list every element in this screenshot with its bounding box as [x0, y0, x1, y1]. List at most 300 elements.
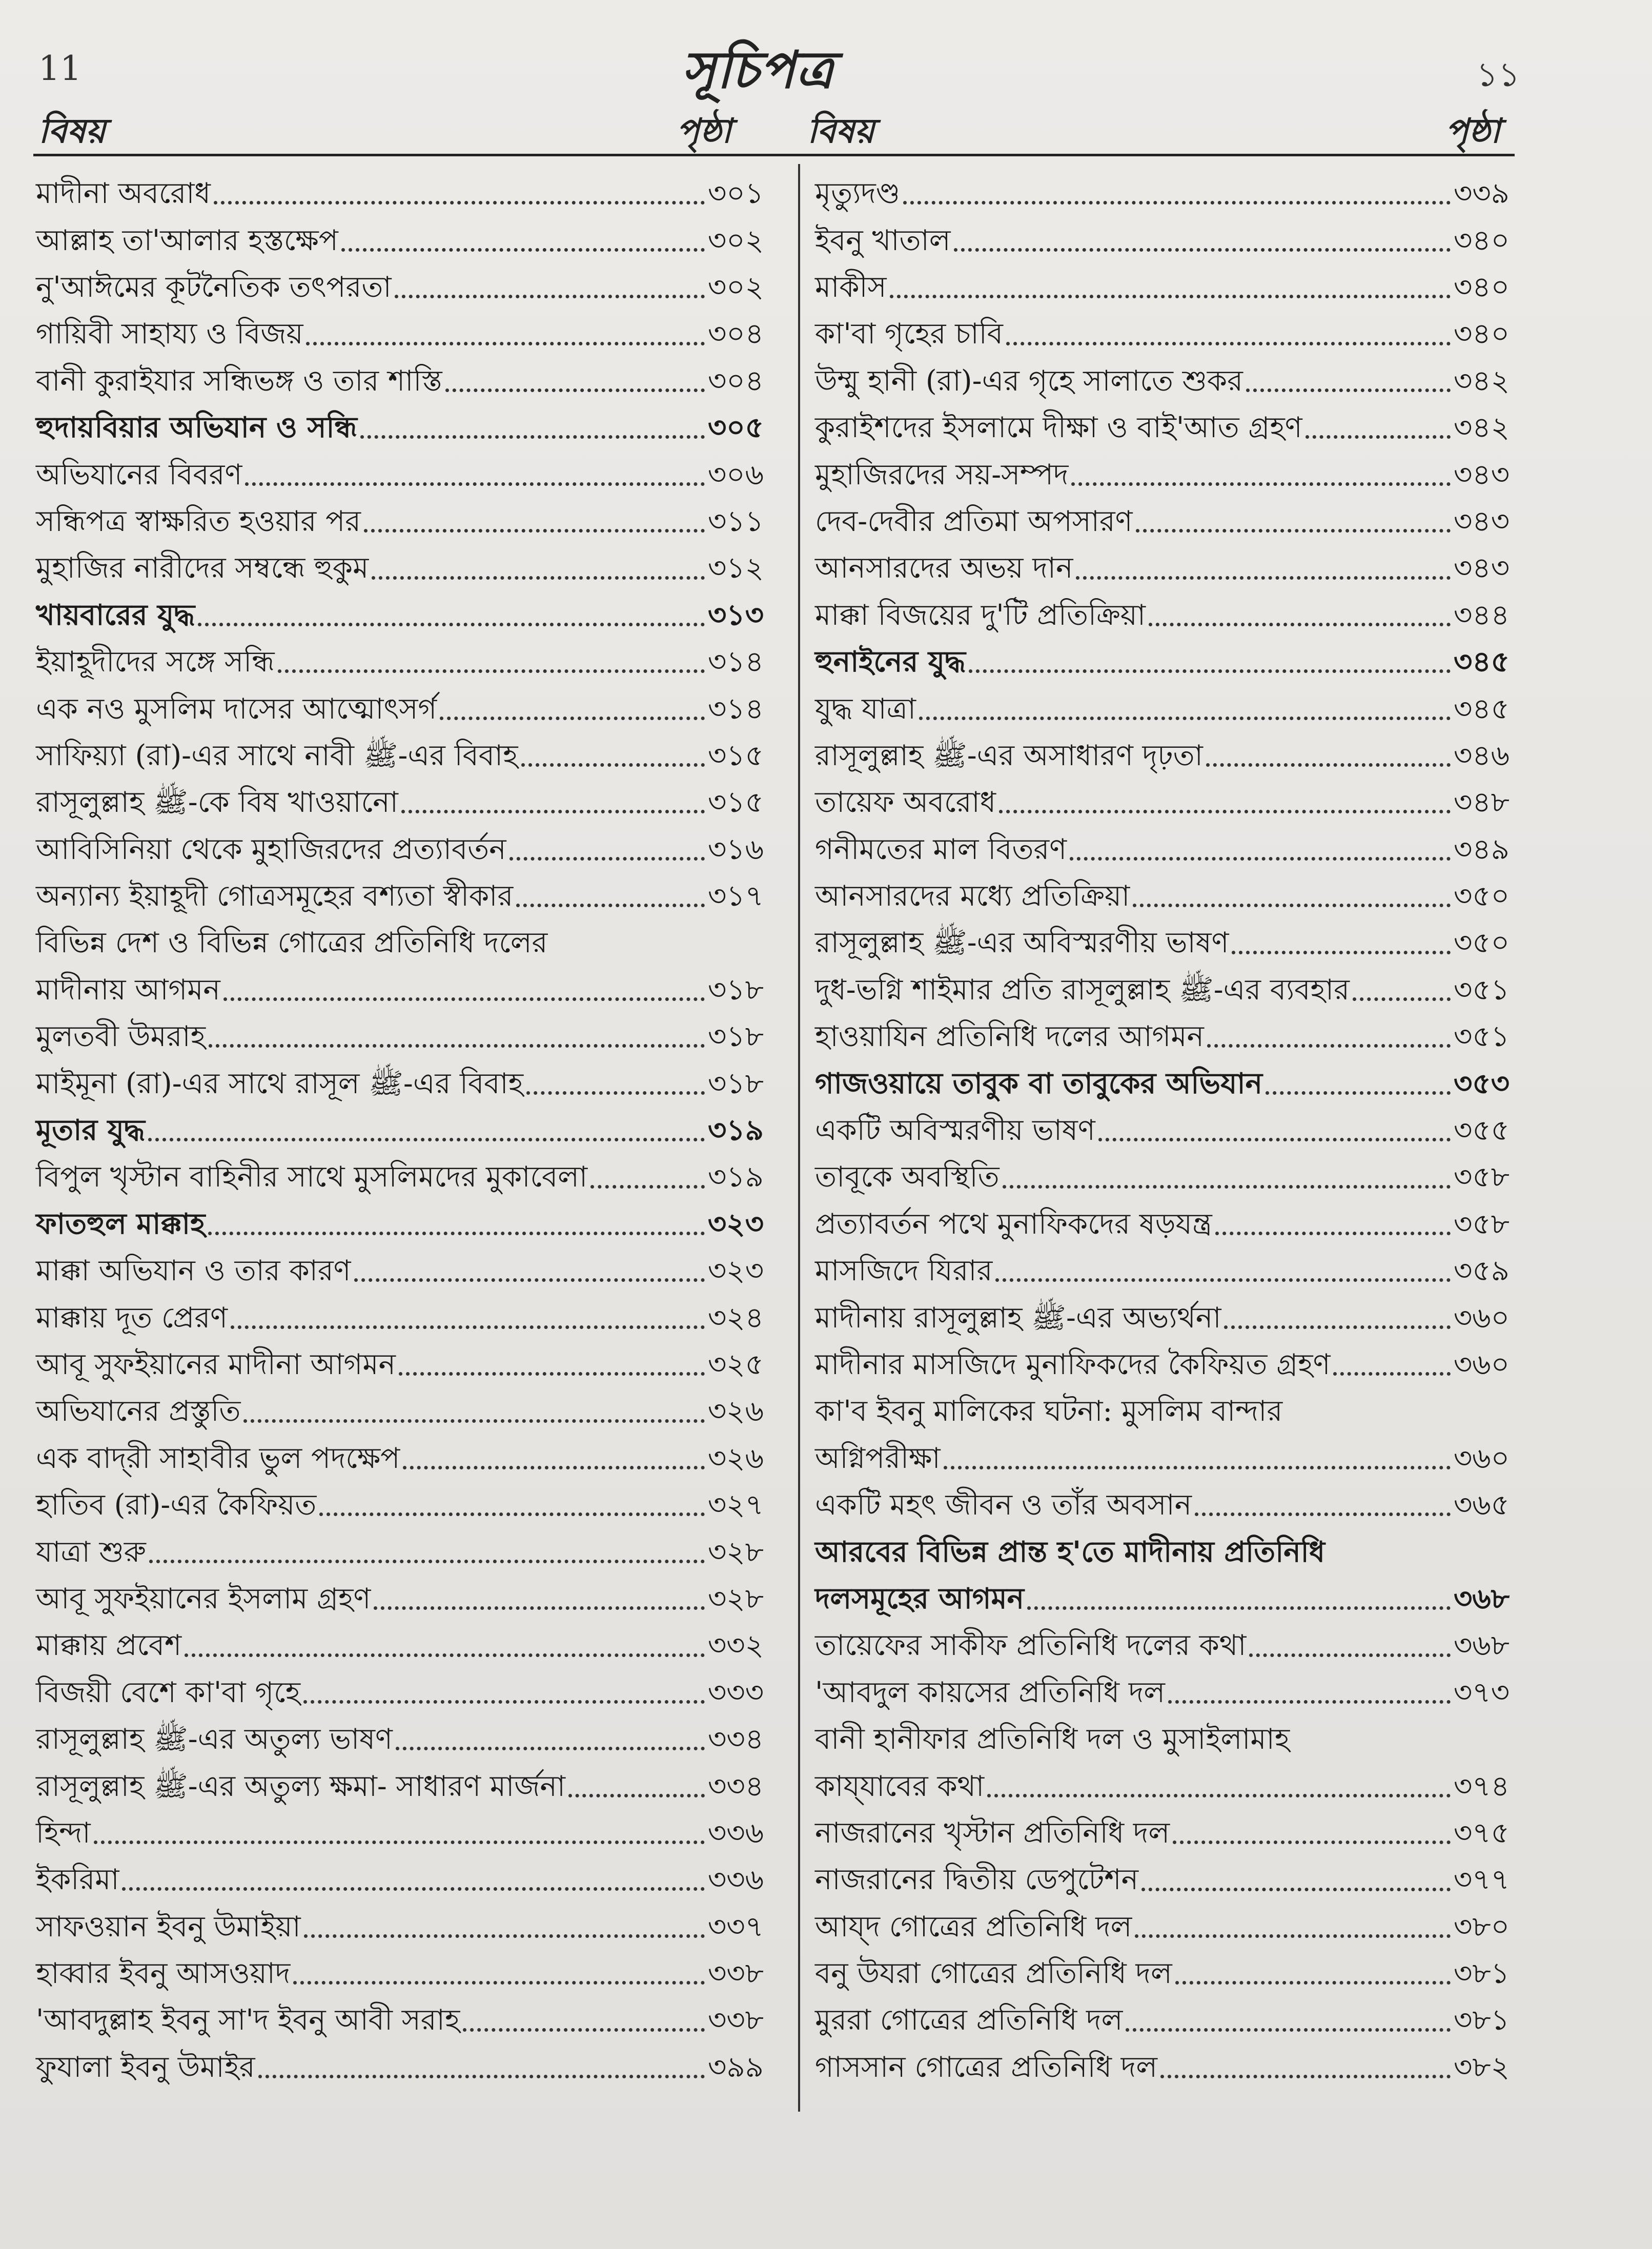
dot-leader	[293, 1981, 704, 1985]
toc-entry-page: ৩০২	[707, 270, 764, 304]
toc-entry	[815, 445, 1510, 492]
toc-entry-title: অন্যান্য ইয়াহূদী গোত্রসমূহের বশ্যতা স্বীকার	[36, 880, 514, 913]
toc-entry	[36, 820, 764, 866]
dot-leader	[445, 389, 705, 392]
toc-entry-page: ৩৭৪	[1453, 1769, 1510, 1803]
toc-entry	[36, 211, 764, 257]
dot-leader	[590, 1185, 705, 1189]
toc-entry-title: 'আবদুল্লাহ ইবনু সা'দ ইবনু আবী সরাহ	[36, 2003, 460, 2037]
dot-leader	[1266, 1091, 1451, 1095]
page-number-left: 11	[38, 49, 81, 88]
toc-entry-title: রাসূলুল্লাহ ﷺ-এর অতুল্য ক্ষমা- সাধারণ মার্জনা	[36, 1769, 565, 1803]
toc-entry	[815, 258, 1510, 304]
toc-entry-title: মাক্কা বিজয়ের দু'টি প্রতিক্রিয়া	[815, 598, 1146, 632]
toc-entry-title: গাজওয়ায়ে তাবুক বা তাবুকের অভিযান	[815, 1066, 1263, 1100]
toc-entry-page: ৩২৪	[707, 1301, 764, 1335]
dot-leader	[1333, 1372, 1450, 1376]
dot-leader	[440, 717, 705, 720]
toc-entry-page: ৩৫১	[1453, 1020, 1510, 1054]
toc-entry-title: অভিযানের বিবরণ	[36, 458, 242, 492]
dot-leader	[401, 810, 705, 813]
toc-entry	[815, 1522, 1510, 1616]
toc-entry-title: আয্‌দ গোত্রের প্রতিনিধি দল	[815, 1910, 1132, 1944]
dot-leader	[1168, 1700, 1451, 1704]
toc-entry-title: কা'বা গৃহের চাবি	[815, 317, 1003, 351]
toc-entry-page: ৩০২	[707, 223, 764, 257]
toc-entry	[815, 1007, 1510, 1054]
toc-entry-title: মাসজিদে যিরার	[815, 1254, 993, 1288]
toc-entry-title: রাসূলুল্লাহ ﷺ-এর অতুল্য ভাষণ	[36, 1723, 393, 1756]
toc-entry-title: একটি মহৎ জীবন ও তাঁর অবসান	[815, 1488, 1192, 1522]
toc-entry	[36, 1850, 764, 1897]
toc-entry-page: ৩৩৪	[707, 1769, 764, 1803]
toc-entry	[815, 1710, 1510, 1804]
toc-entry-title: হাব্বার ইবনু আসওয়াদ	[36, 1957, 291, 1991]
toc-entry-title: ফুযালা ইবনু উমাইর	[36, 2050, 255, 2084]
toc-entry	[36, 1804, 764, 1850]
toc-entry-page: ৩৬৫	[1453, 1488, 1510, 1522]
toc-entry-page: ৩০৪	[707, 317, 764, 351]
toc-entry-page: ৩৪০	[1453, 317, 1510, 351]
toc-entry-page: ৩০৫	[707, 411, 764, 445]
toc-entry-title: রাসূলুল্লাহ ﷺ-এর অবিস্মরণীয় ভাষণ	[815, 926, 1229, 960]
toc-entry	[36, 1288, 764, 1335]
toc-entry-title: ইয়াহূদীদের সঙ্গে সন্ধি	[36, 645, 275, 679]
toc-entry-title: আবূ সুফইয়ানের ইসলাম গ্রহণ	[36, 1582, 371, 1616]
toc-entry-page: ৩১১	[707, 504, 764, 538]
dot-leader	[243, 1419, 704, 1423]
toc-entry-title: হিন্দা	[36, 1816, 91, 1850]
toc-entry-page: ৩৪৫	[1453, 645, 1510, 679]
toc-entry	[36, 1195, 764, 1241]
dot-leader	[509, 857, 705, 861]
toc-entry	[815, 913, 1510, 960]
toc-entry-title: মৃত্যুদণ্ড	[815, 177, 901, 211]
toc-entry	[36, 913, 764, 1007]
toc-entry-page: ৩১৮	[707, 973, 764, 1007]
toc-entry-title: তায়েফের সাকীফ প্রতিনিধি দলের কথা	[815, 1629, 1247, 1663]
dot-leader	[304, 1934, 705, 1938]
toc-entry	[815, 164, 1510, 211]
toc-entry-page: ৩৫৩	[1453, 1066, 1510, 1100]
dot-leader	[1126, 2028, 1451, 2032]
toc-entry-title: আবূ সুফইয়ানের মাদীনা আগমন	[36, 1347, 396, 1381]
toc-entry	[815, 539, 1510, 585]
toc-entry	[815, 2038, 1510, 2084]
toc-entry-page: ৩৮০	[1453, 1910, 1510, 1944]
toc-entry-title-continued: দলসমূহের আগমন	[815, 1581, 1025, 1616]
dot-leader	[1207, 1044, 1451, 1048]
toc-entry-page: ৩৪৫	[1453, 692, 1510, 726]
toc-entry-page: ৩৪৮	[1453, 786, 1510, 820]
dot-leader	[1173, 1841, 1451, 1844]
toc-entry	[36, 352, 764, 398]
toc-entry-title: সন্ধিপত্র স্বাক্ষরিত হওয়ার পর	[36, 504, 361, 538]
dot-leader	[1232, 951, 1450, 954]
toc-entry	[36, 1616, 764, 1663]
dot-leader	[568, 1794, 705, 1797]
toc-entry-page: ৩৩৮	[707, 2003, 764, 2037]
toc-entry	[815, 1850, 1510, 1897]
dot-leader	[148, 1138, 705, 1141]
toc-entry-title: সাফওয়ান ইবনু উমাইয়া	[36, 1910, 301, 1944]
toc-entry-page: ৩২৮	[707, 1582, 764, 1616]
dot-leader	[185, 1653, 705, 1657]
toc-entry	[815, 726, 1510, 773]
toc-entry-page: ৩৩২	[707, 1629, 764, 1663]
toc-entry	[815, 1101, 1510, 1148]
toc-entry	[815, 586, 1510, 632]
toc-entry-page: ৩৬০	[1453, 1301, 1510, 1335]
toc-entry-page: ৩৪০	[1453, 223, 1510, 257]
dot-leader	[1175, 1981, 1451, 1985]
toc-entry-page: ৩৪৯	[1453, 832, 1510, 866]
toc-entry	[815, 492, 1510, 539]
toc-entry	[815, 1195, 1510, 1241]
toc-entry-page: ৩৪২	[1453, 411, 1510, 445]
toc-entry-page: ৩৭৫	[1453, 1816, 1510, 1850]
toc-entry-page: ৩১৭	[707, 880, 764, 913]
toc-entry-page: ৩১৮	[707, 1067, 764, 1100]
dot-leader	[303, 1700, 705, 1704]
toc-entry-page: ৩৩৩	[707, 1675, 764, 1709]
toc-entry-page: ৩১৪	[707, 645, 764, 679]
dot-leader	[399, 1372, 705, 1376]
toc-entry-title: মাদীনার মাসজিদে মুনাফিকদের কৈফিয়ত গ্রহণ	[815, 1347, 1331, 1381]
toc-entry-title: মুররা গোত্রের প্রতিনিধি দল	[815, 2003, 1123, 2037]
dot-leader	[208, 1232, 704, 1235]
toc-entry-title: মাকীস	[815, 270, 887, 304]
toc-entry	[815, 773, 1510, 820]
toc-entry-title: বিপুল খৃস্টান বাহিনীর সাথে মুসলিমদের মুকাবেলা	[36, 1160, 588, 1194]
toc-entry-page: ৩২৭	[707, 1488, 764, 1522]
toc-entry	[36, 1382, 764, 1428]
dot-leader	[94, 1841, 705, 1844]
toc-entry-page: ৩৪৩	[1453, 504, 1510, 538]
toc-entry	[36, 492, 764, 539]
toc-entry-title: মাইমূনা (রা)-এর সাথে রাসূল ﷺ-এর বিবাহ	[36, 1067, 524, 1100]
toc-entry-title: আল্লাহ তা'আলার হস্তক্ষেপ	[36, 223, 338, 257]
toc-entry	[815, 820, 1510, 866]
toc-entry-page: ৩৪৩	[1453, 551, 1510, 585]
toc-entry	[36, 539, 764, 585]
toc-entry	[815, 211, 1510, 257]
toc-entry-title: আনসারদের অভয় দান	[815, 551, 1073, 585]
toc-entry-page: ৩৮১	[1453, 2003, 1510, 2037]
toc-entry	[36, 258, 764, 304]
toc-entry-page: ৩৫০	[1453, 926, 1510, 960]
toc-entry-page: ৩৪০	[1453, 270, 1510, 304]
toc-entry-page: ৩৩৬	[707, 1816, 764, 1850]
toc-entry-title-continued: কায্‌যাবের কথা	[815, 1769, 985, 1803]
toc-entry-title: তায়েফ অবরোধ	[815, 786, 996, 820]
toc-entry-page: ৩১৫	[707, 739, 764, 772]
toc-entry-title: ইকরিমা	[36, 1863, 119, 1897]
dot-leader	[1070, 857, 1451, 861]
dot-leader	[890, 295, 1451, 298]
toc-entry-title: দুধ-ভগ্নি শাইমার প্রতি রাসূলুল্লাহ ﷺ-এর ব্যবহার	[815, 973, 1350, 1007]
toc-entry	[36, 445, 764, 492]
dot-leader	[995, 1278, 1451, 1282]
toc-entry-title: মাক্কায় দূত প্রেরণ	[36, 1301, 228, 1335]
dot-leader	[1076, 576, 1450, 580]
toc-entry	[815, 1054, 1510, 1100]
dot-leader	[987, 1794, 1451, 1797]
toc-entry-page: ৩১৪	[707, 692, 764, 726]
toc-entry	[36, 773, 764, 820]
toc-entry-page: ৩৩৯	[1453, 177, 1510, 211]
toc-entry-page: ৩৫৮	[1453, 1207, 1510, 1241]
toc-entry	[815, 1476, 1510, 1522]
toc-entry-page: ৩৫১	[1453, 973, 1510, 1007]
dot-leader	[278, 669, 705, 673]
dot-leader	[360, 435, 705, 439]
toc-entry-title: অভিযানের প্রস্তুতি	[36, 1395, 241, 1428]
toc-entry-page: ৩৯৯	[707, 2050, 764, 2084]
toc-entry-page: ৩৪৩	[1453, 458, 1510, 492]
toc-entry	[36, 304, 764, 351]
toc-entry	[815, 1382, 1510, 1476]
left-column	[36, 164, 764, 2084]
toc-entry	[36, 1663, 764, 1710]
toc-entry	[36, 1241, 764, 1288]
toc-entry	[815, 1335, 1510, 1382]
toc-entry-title: রাসূলুল্লাহ ﷺ-এর অসাধারণ দৃঢ়তা	[815, 739, 1203, 772]
dot-leader	[1003, 1185, 1451, 1189]
toc-entry-title-continued: অগ্নিপরীক্ষা	[815, 1441, 941, 1475]
toc-entry	[815, 1148, 1510, 1194]
toc-entry-title: রাসূলুল্লাহ ﷺ-কে বিষ খাওয়ানো	[36, 786, 398, 820]
toc-entry-page: ৩৭৭	[1453, 1863, 1510, 1897]
toc-entry-title: গাসসান গোত্রের প্রতিনিধি দল	[815, 2050, 1157, 2084]
toc-entry-title: দেব-দেবীর প্রতিমা অপসারণ	[815, 504, 1133, 538]
dot-leader	[999, 810, 1451, 813]
toc-entry	[36, 726, 764, 773]
toc-entry-page: ৩০৪	[707, 364, 764, 398]
toc-entry-page: ৩২৩	[707, 1207, 764, 1241]
toc-entry-title: মাদীনা অবরোধ	[36, 177, 211, 211]
right-column	[815, 164, 1510, 2084]
toc-entry-page: ৩৩৭	[707, 1910, 764, 1944]
dot-leader	[521, 763, 705, 767]
toc-entry-page: ৩৫৫	[1453, 1114, 1510, 1148]
toc-entry-page: ৩৬৮	[1453, 1581, 1510, 1616]
toc-entry-title: গনীমতের মাল বিতরণ	[815, 832, 1067, 866]
toc-entry-title: হাওয়াযিন প্রতিনিধি দলের আগমন	[815, 1020, 1204, 1054]
toc-entry-title: হুনাইনের যুদ্ধ	[815, 645, 966, 679]
toc-entry-page: ৩২৫	[707, 1347, 764, 1381]
toc-entry	[815, 1804, 1510, 1850]
toc-entry-page: ৩৪৪	[1453, 598, 1510, 632]
toc-entry-title: বানী হানীফার প্রতিনিধি দল ও মুসাইলামাহ	[815, 1723, 1290, 1756]
right-page-heading: পৃষ্ঠা	[1445, 111, 1500, 151]
toc-entry	[36, 1991, 764, 2037]
toc-entry-title: উম্মু হানী (রা)-এর গৃহে সালাতে শুকর	[815, 364, 1243, 398]
toc-entry-title: হাতিব (রা)-এর কৈফিয়ত	[36, 1488, 317, 1522]
dot-leader	[1006, 342, 1451, 345]
toc-entry-page: ৩১৬	[707, 832, 764, 866]
toc-entry-title: কা'ব ইবনু মালিকের ঘটনা: মুসলিম বান্দার	[815, 1395, 1283, 1428]
toc-entry-title: নাজরানের খৃস্টান প্রতিনিধি দল	[815, 1816, 1170, 1850]
toc-entry-title: মাদীনায় রাসূলুল্লাহ ﷺ-এর অভ্যর্থনা	[815, 1301, 1221, 1335]
toc-entry	[36, 1476, 764, 1522]
toc-entry-title-continued: মাদীনায় আগমন	[36, 973, 220, 1007]
dot-leader	[395, 295, 705, 298]
toc-entry-title: মাক্কায় প্রবেশ	[36, 1629, 182, 1663]
page-number-right: ১১	[1476, 55, 1520, 94]
toc-entry	[36, 1944, 764, 1991]
toc-entry-title: তাবূকে অবস্থিতি	[815, 1160, 1000, 1194]
toc-entry-title: এক নও মুসলিম দাসের আত্মোৎসর্গ	[36, 692, 437, 726]
toc-entry	[36, 1007, 764, 1054]
dot-leader	[245, 482, 704, 486]
dot-leader	[306, 342, 704, 345]
header-rule	[33, 154, 1515, 156]
dot-leader	[122, 1887, 704, 1891]
toc-entry	[815, 352, 1510, 398]
toc-entry	[36, 632, 764, 679]
toc-entry-title: নু'আঈমের কূটনৈতিক তৎপরতা	[36, 270, 392, 304]
toc-entry	[36, 164, 764, 211]
dot-leader	[354, 1278, 705, 1282]
toc-entry	[36, 1710, 764, 1756]
toc-entry-title: যাত্রা শুরু	[36, 1535, 146, 1569]
toc-entry-title: মুহাজির নারীদের সম্বন্ধে হুকুম	[36, 551, 369, 585]
page-title: সূচিপত্র	[682, 39, 834, 100]
toc-entry	[815, 1897, 1510, 1944]
toc-entry-title: আনসারদের মধ্যে প্রতিক্রিয়া	[815, 880, 1130, 913]
toc-entry-page: ৩৩৪	[707, 1723, 764, 1756]
toc-entry-page: ৩২৮	[707, 1535, 764, 1569]
toc-entry	[36, 1897, 764, 1944]
toc-entry-title: আবিসিনিয়া থেকে মুহাজিরদের প্রত্যাবর্তন	[36, 832, 506, 866]
dot-leader	[944, 1466, 1451, 1469]
toc-entry-title: বিভিন্ন দেশ ও বিভিন্ন গোত্রের প্রতিনিধি দলের	[36, 926, 548, 960]
toc-entry-page: ৩২৬	[707, 1441, 764, 1475]
dot-leader	[954, 248, 1451, 252]
toc-entry	[815, 1991, 1510, 2037]
toc-entry-page: ৩৬০	[1453, 1441, 1510, 1475]
toc-entry-title: এক বাদ্‌রী সাহাবীর ভুল পদক্ষেপ	[36, 1441, 400, 1475]
toc-entry	[36, 1101, 764, 1148]
toc-entry-title: আরবের বিভিন্ন প্রান্ত হ'তে মাদীনায় প্রতিনিধি	[815, 1535, 1325, 1569]
dot-leader	[1136, 529, 1451, 533]
dot-leader	[1249, 1653, 1450, 1657]
toc-entry	[815, 1944, 1510, 1991]
toc-entry-page: ৩৮২	[1453, 2050, 1510, 2084]
dot-leader	[1141, 1888, 1451, 1891]
toc-entry-title: 'আবদুল কায়সের প্রতিনিধি দল	[815, 1675, 1165, 1709]
toc-entry-page: ৩৮১	[1453, 1957, 1510, 1991]
dot-leader	[374, 1606, 705, 1610]
toc-entry-page: ৩৪৬	[1453, 739, 1510, 772]
dot-leader	[372, 576, 705, 580]
toc-entry	[36, 1756, 764, 1803]
dot-leader	[526, 1091, 705, 1095]
toc-entry	[36, 1335, 764, 1382]
toc-entry	[36, 679, 764, 726]
toc-entry-title: একটি অবিস্মরণীয় ভাষণ	[815, 1114, 1095, 1148]
toc-entry	[815, 679, 1510, 726]
toc-entry-title: গায়িবী সাহায্য ও বিজয়	[36, 317, 303, 351]
toc-entry-title: যুদ্ধ যাত্রা	[815, 692, 916, 726]
toc-entry	[36, 586, 764, 632]
toc-entry	[815, 960, 1510, 1007]
dot-leader	[403, 1466, 704, 1469]
dot-leader	[1149, 623, 1451, 626]
toc-entry	[36, 2038, 764, 2084]
toc-entry-title: মাক্কা অভিযান ও তার কারণ	[36, 1254, 351, 1288]
toc-entry-title: কুরাইশদের ইসলামে দীক্ষা ও বাই'আত গ্রহণ	[815, 411, 1302, 445]
toc-entry-page: ৩১৯	[707, 1160, 764, 1194]
dot-leader	[1160, 2075, 1451, 2078]
dot-leader	[396, 1747, 705, 1750]
toc-entry	[815, 1616, 1510, 1663]
dot-leader	[516, 904, 705, 907]
toc-entry-page: ৩১৩	[707, 598, 764, 632]
dot-leader	[198, 623, 704, 626]
toc-entry	[36, 1054, 764, 1100]
toc-entry	[36, 1569, 764, 1616]
toc-entry	[36, 867, 764, 913]
dot-leader	[969, 669, 1451, 673]
column-divider	[798, 164, 800, 2112]
toc-entry-title: হুদায়বিয়ার অভিযান ও সন্ধি	[36, 411, 357, 445]
dot-leader	[1306, 435, 1451, 439]
dot-leader	[319, 1512, 704, 1516]
toc-entry-page: ৩৩৮	[707, 1957, 764, 1991]
dot-leader	[903, 201, 1451, 205]
dot-leader	[1224, 1325, 1450, 1329]
toc-entry-title: বানী কুরাইযার সন্ধিভঙ্গ ও তার শাস্তি	[36, 364, 442, 398]
toc-entry-page: ৩০৬	[707, 458, 764, 492]
dot-leader	[1206, 763, 1451, 767]
dot-leader	[463, 2028, 705, 2032]
dot-leader	[919, 717, 1451, 720]
dot-leader	[1353, 997, 1451, 1001]
toc-entry-page: ৩১৯	[707, 1113, 764, 1148]
toc-entry	[815, 632, 1510, 679]
toc-entry	[36, 1522, 764, 1569]
toc-entry-title: বিজয়ী বেশে কা'বা গৃহে	[36, 1675, 301, 1709]
toc-entry	[815, 1663, 1510, 1710]
dot-leader	[223, 997, 705, 1001]
left-page-heading: পৃষ্ঠা	[677, 111, 731, 151]
toc-entry-page: ৩২৬	[707, 1395, 764, 1428]
toc-entry	[815, 1241, 1510, 1288]
dot-leader	[1195, 1512, 1451, 1516]
toc-entry	[815, 867, 1510, 913]
dot-leader	[1246, 389, 1451, 392]
toc-entry-page: ৩৫০	[1453, 880, 1510, 913]
toc-entry-page: ৩২৩	[707, 1254, 764, 1288]
toc-entry	[36, 1429, 764, 1476]
dot-leader	[364, 529, 705, 533]
toc-entry-page: ৩১৫	[707, 786, 764, 820]
dot-leader	[258, 2075, 705, 2078]
right-subject-heading: বিষয়	[807, 111, 874, 151]
dot-leader	[214, 201, 705, 205]
toc-entry-page: ৩৫৮	[1453, 1160, 1510, 1194]
toc-entry-page: ৩০১	[707, 177, 764, 211]
dot-leader	[209, 1044, 705, 1048]
toc-entry-title: খায়বারের যুদ্ধ	[36, 598, 195, 632]
toc-entry-title: ইবনু খাতাল	[815, 223, 951, 257]
toc-entry-page: ৩৬৮	[1453, 1629, 1510, 1663]
toc-entry-title: ফাতহুল মাক্কাহ	[36, 1207, 206, 1241]
dot-leader	[1133, 904, 1451, 907]
toc-entry	[815, 398, 1510, 445]
